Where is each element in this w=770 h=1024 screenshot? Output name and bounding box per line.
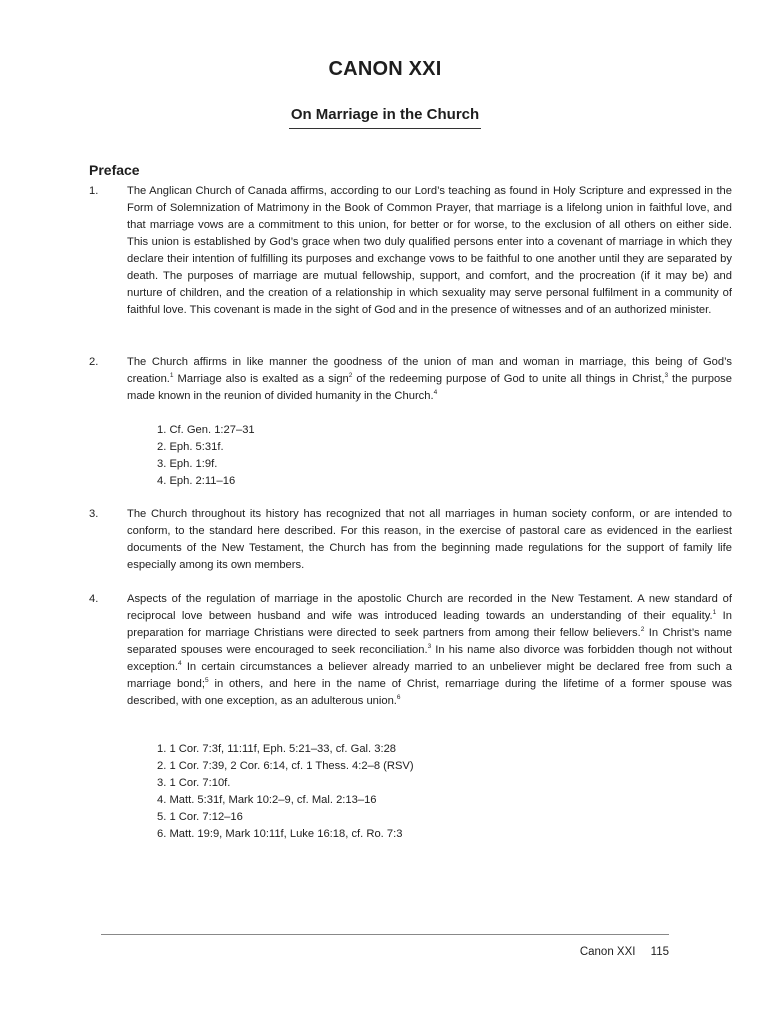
footnote-marker: 4 [433, 389, 438, 396]
reference-item: 4. Eph. 2:11–16 [157, 475, 236, 487]
paragraph-text: Aspects of the regulation of marriage in the apostolic Church are recorded in the New Testament. A new standard of reciprocal love between husband and wife was introduced leading towards an understanding of their equality. [127, 593, 732, 622]
reference-item: 1. 1 Cor. 7:3f, 11:11f, Eph. 5:21–33, cf. Gal. 3:28 [157, 743, 397, 755]
footnote-marker: 3 [427, 643, 432, 650]
reference-item: 3. 1 Cor. 7:10f. [157, 777, 231, 789]
paragraph-body [127, 183, 732, 319]
reference-item: 3. Eph. 1:9f. [157, 458, 218, 470]
paragraph-number: 2. [89, 356, 99, 368]
reference-item: 2. 1 Cor. 7:39, 2 Cor. 6:14, cf. 1 Thess. 4:2–8 (RSV) [157, 760, 414, 772]
paragraph-text: The Church throughout its history has recognized that not all marriages in human society conform, or are intended to conform, to the standard here described. For this reason, in the exercise of pastoral care as evidenced in the earliest documents of the New Testament, the Church has from the beginning made regulations for the support of family life especially among its own members. [127, 508, 732, 571]
reference-item: 6. Matt. 19:9, Mark 10:11f, Luke 16:18, cf. Ro. 7:3 [157, 828, 403, 840]
paragraph-text: in others, and here in the name of Christ, remarriage during the lifetime of a former spouse was described, with one exception, as an adulterous union. [127, 678, 732, 707]
paragraph-text: The Church affirms in like manner the goodness of the union of man and woman in marriage, this being of God’s creation. [127, 356, 732, 385]
paragraph-text: of the redeeming purpose of God to unite all things in Christ, [352, 373, 665, 385]
paragraph-text: The Anglican Church of Canada affirms, according to our Lord’s teaching as found in Holy Scripture and expressed in the Form of Solemnization of Matrimony in the Book of Common Prayer, that marriage is a lifelong union in faithful love, and that marriage vows are a commitment to this union, for better or for worse, to the exclusion of all others on either side. This union is established by God’s grace when two duly qualified persons enter into a covenant of marriage in which they declare their intention of fulfilling its purposes and exchange vows to be faithful to one another until they are separated by death. The purposes of marriage are mutual fellowship, support, and comfort, and the procreation (if it may be) and nurture of children, and the creation of a relationship in which sexuality may serve personal fulfilment in a community of faithful love. This covenant is made in the sight of God and in the presence of witnesses and of an authorized minister. [127, 185, 732, 316]
paragraph-body [127, 506, 732, 574]
document-title: CANON XXI [328, 58, 442, 80]
section-heading: Preface [89, 162, 140, 178]
paragraph-text: In certain circumstances a believer already married to an unbeliever might be declared free from such a marriage bond; [127, 661, 732, 690]
reference-item: 2. Eph. 5:31f. [157, 441, 224, 453]
footnote-marker: 5 [205, 677, 209, 684]
paragraph-text: the purpose made known in the reunion of divided humanity in the Church. [127, 373, 732, 402]
paragraph-text: In preparation for marriage Christians were directed to seek partners from among their fellow believers. [127, 610, 732, 639]
paragraph-2 [89, 354, 732, 405]
footnote-marker: 6 [396, 694, 401, 701]
references-4 [157, 741, 414, 843]
page-footer [580, 946, 669, 958]
paragraph-text: Marriage also is exalted as a sign [173, 373, 349, 385]
subtitle-container [0, 106, 770, 129]
paragraph-number: 3. [89, 508, 99, 520]
page-number: 115 [650, 946, 669, 958]
paragraph-body [127, 591, 732, 710]
paragraph-body [127, 354, 732, 405]
reference-item: 5. 1 Cor. 7:12–16 [157, 811, 243, 823]
footnote-marker: 2 [348, 372, 353, 379]
paragraph-4 [89, 591, 732, 710]
document-subtitle: On Marriage in the Church [289, 106, 481, 129]
footnote-marker: 4 [178, 660, 182, 667]
footnote-marker: 3 [664, 372, 669, 379]
footnote-marker: 1 [169, 372, 174, 379]
reference-item: 4. Matt. 5:31f, Mark 10:2–9, cf. Mal. 2:13–16 [157, 794, 377, 806]
reference-item: 1. Cf. Gen. 1:27–31 [157, 424, 255, 436]
footnote-marker: 1 [712, 609, 717, 616]
paragraph-3 [89, 506, 732, 574]
footer-label: Canon XXI [579, 946, 636, 958]
paragraph-1 [89, 183, 732, 319]
footnote-marker: 2 [640, 626, 645, 633]
paragraph-number: 1. [89, 185, 99, 197]
footer-rule [101, 934, 669, 935]
references-2 [157, 422, 255, 490]
paragraph-text: In his name also divorce was forbidden though not without exception. [127, 644, 732, 673]
paragraph-number: 4. [89, 593, 99, 605]
paragraph-text: In Christ’s name separated spouses were encouraged to seek reconciliation. [127, 627, 732, 656]
